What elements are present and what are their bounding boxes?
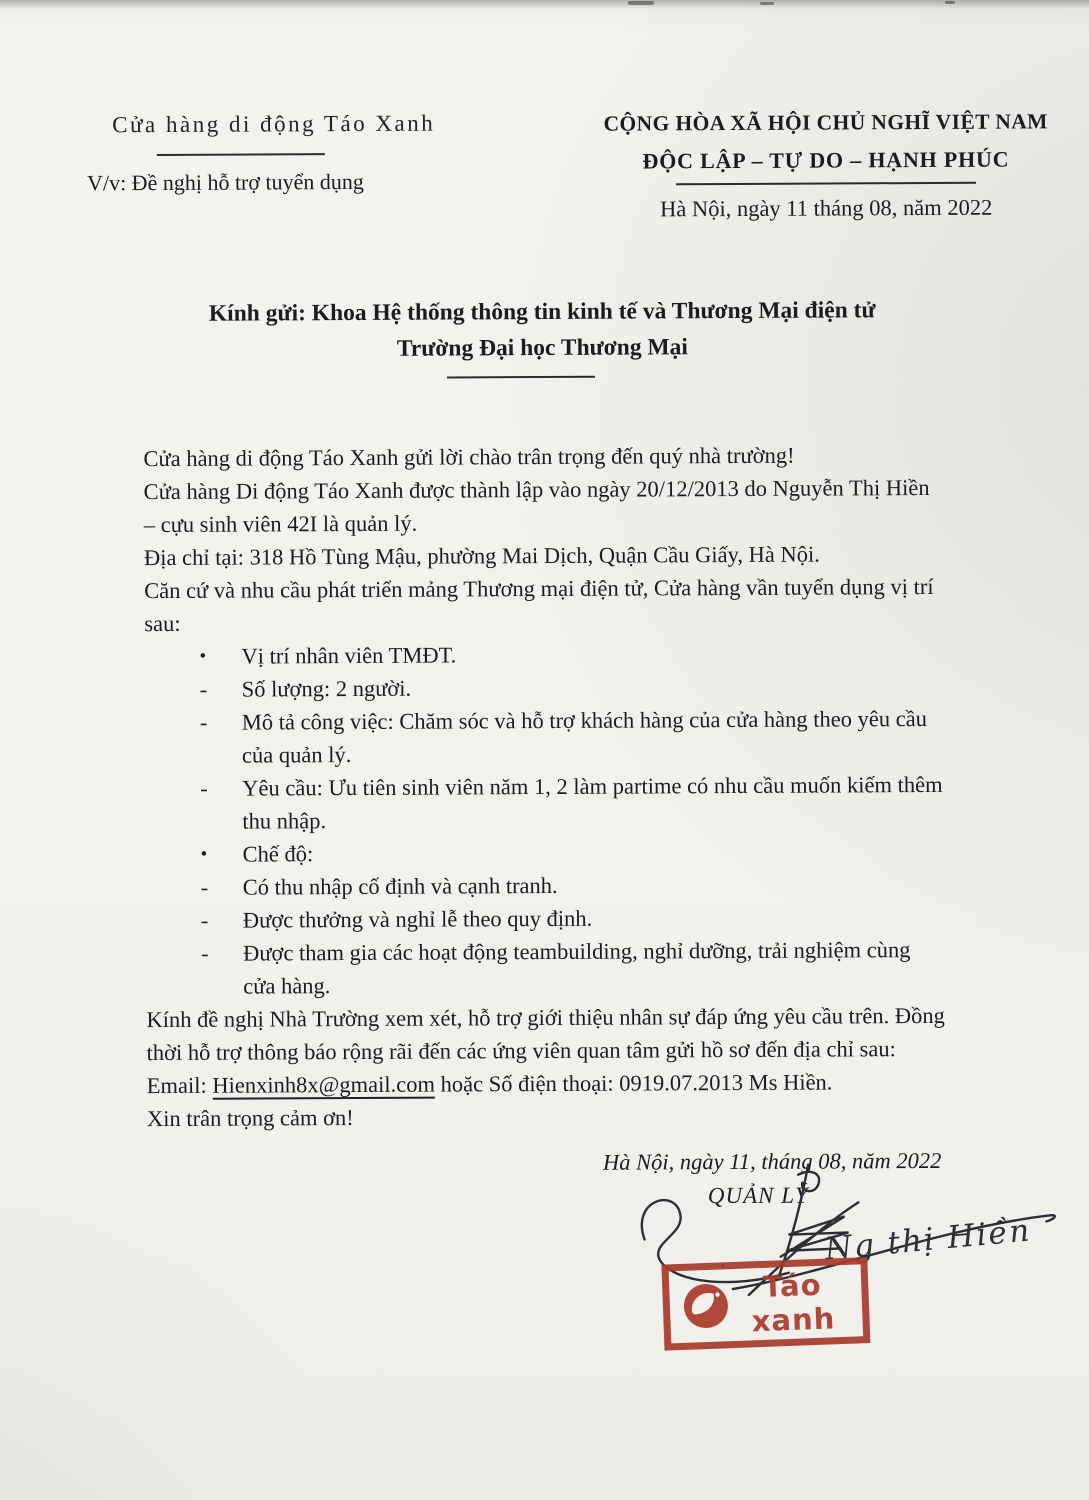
recipient-rule [447,376,595,379]
list-item-text: Có thu nhập cố định và cạnh tranh. [242,872,558,900]
org-name: Cửa hàng di động Táo Xanh [112,110,436,138]
dash-marker: - [199,709,208,735]
list-item-text: Số lượng: 2 người. [241,675,412,702]
apple-logo-icon [681,1281,731,1331]
list-item-text: Vị trí nhân viên TMĐT. [241,642,457,669]
letterhead [79,110,469,196]
company-stamp [661,1257,870,1350]
subject-reference: V/v: Đề nghị hỗ trợ tuyển dụng [86,168,364,196]
list-item [146,933,946,1003]
national-header [595,109,1058,222]
dash-marker: - [200,940,209,966]
signer-title: QUẢN LÝ [707,1182,809,1209]
paragraph-founding: Cửa hàng Di động Táo Xanh được thành lập vào ngày 20/12/2013 do Nguyễn Thị Hiền – cựu sinh viên 42I là quản lý. [143,474,930,538]
paragraph-greeting: Cửa hàng di động Táo Xanh gửi lời chào trân trọng đến quý nhà trường! [143,442,795,472]
list-item-text: Được thưởng và nghỉ lễ theo quy định. [242,905,593,933]
contact-line [147,1065,947,1102]
phone-text: hoặc Số điện thoại: 0919.07.2013 Ms Hiền. [434,1069,833,1097]
bullet-marker: • [199,645,207,667]
list-item-text: Yêu cầu: Ưu tiên sinh viên năm 1, 2 làm partime có nhu cầu muốn kiếm thêm thu nhập. [242,771,943,834]
recipient-line1: Kính gửi: Khoa Hệ thống thông tin kinh tế và Thương Mại điện tử [208,297,876,327]
letter-body [143,438,947,1135]
dash-marker: - [200,907,209,933]
dash-marker: - [200,874,209,900]
email-address: Hienxinh8x@gmail.com [212,1071,436,1098]
national-header-rule [676,182,976,186]
paragraph-thanks: Xin trân trọng cảm ơn! [146,1105,354,1132]
paragraph-context: Căn cứ và nhu cầu phát triển mảng Thương mại điện tử, Cửa hàng vần tuyển dụng vị trí sau: [144,573,934,637]
email-label: Email: [146,1072,213,1099]
list-item [146,867,946,904]
header-dateline: Hà Nội, ngày 11 tháng 08, năm 2022 [659,194,993,222]
list-item [145,834,945,871]
dash-marker: - [200,775,208,801]
recipient-line2: Trường Đại học Thương Mại [396,334,688,362]
signature-dateline: Hà Nội, ngày 11, tháng 08, năm 2022 [602,1147,942,1175]
national-motto: ĐỘC LẬP – TỰ DO – HẠNH PHÚC [642,146,1010,174]
list-item [145,768,945,838]
handwritten-name: Ng thị Hiền [823,1212,1033,1268]
paragraph-request: Kính đề nghị Nhà Trường xem xét, hỗ trợ giới thiệu nhân sự đáp ứng yêu cầu trên. Đồng thời hỗ trợ thông báo rộng rãi đến các ứng viên quan tâm gửi hồ sơ đến địa chỉ sau: [146,1002,945,1066]
list-item-text: Chế độ: [242,841,314,867]
list-item [145,702,945,772]
list-item-text: Được tham gia các hoạt động teambuilding, nghỉ dưỡng, trải nghiệm cùng cửa hàng. [242,937,911,999]
stamp-text: Táo xanh [751,1267,836,1339]
list-item [144,636,944,673]
list-item-text: Mô tả công việc: Chăm sóc và hỗ trợ khách hàng của cửa hàng theo yêu cầu của quản lý. [241,705,928,768]
dash-marker: - [199,676,208,702]
recipient-block [0,291,1087,381]
national-title: CỘNG HÒA XÃ HỘI CHỦ NGHĨ VIỆT NAM [603,109,1048,136]
bullet-marker: • [200,843,208,865]
list-item [146,900,946,937]
letterhead-rule [157,153,325,156]
list-item [145,669,945,706]
paragraph-address: Địa chỉ tại: 318 Hồ Tùng Mậu, phường Mai Dịch, Quận Cầu Giấy, Hà Nội. [143,541,820,571]
